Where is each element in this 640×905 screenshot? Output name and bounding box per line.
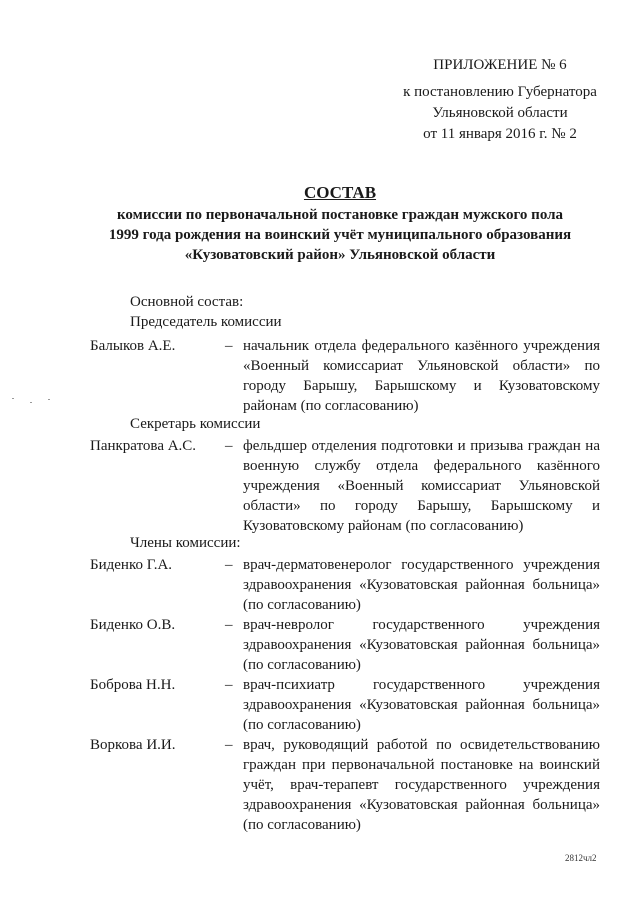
member-name: Воркова И.И. xyxy=(90,737,176,753)
title-main: СОСТАВ xyxy=(303,183,377,202)
appendix-ref-line3: от 11 января 2016 г. № 2 xyxy=(423,126,577,142)
scan-speck xyxy=(12,398,14,399)
appendix-ref-line2: Ульяновской области xyxy=(432,105,568,121)
member-description: врач-невролог государственного учреждения здравоохранения «Кузоватовская районная больница» (по согласованию) xyxy=(243,617,600,673)
dash-separator: – xyxy=(225,438,233,454)
section-secretary: Секретарь комиссии xyxy=(130,416,261,432)
title-line3: «Кузоватовский район» Ульяновской области xyxy=(184,247,496,263)
dash-separator: – xyxy=(225,617,233,633)
scan-speck xyxy=(48,399,50,400)
appendix-number: ПРИЛОЖЕНИЕ № 6 xyxy=(433,57,567,73)
member-description: фельдшер отделения подготовки и призыва граждан на военную службу отдела федерального казённого учреждения «Военный комиссариат Ульяновской области» по городу Барышу, Барышскому и Кузоватовскому районам (по согласованию) xyxy=(243,438,600,534)
member-description: врач-дерматовенеролог государственного учреждения здравоохранения «Кузоватовская районная больница» (по согласованию) xyxy=(243,557,600,613)
section-main-composition: Основной состав: xyxy=(130,294,244,310)
dash-separator: – xyxy=(225,557,233,573)
footer-document-code: 2812чл2 xyxy=(565,853,597,863)
member-name: Панкратова А.С. xyxy=(90,438,197,454)
member-name: Биденко Г.А. xyxy=(90,557,173,573)
member-description: врач-психиатр государственного учреждения здравоохранения «Кузоватовская районная больница» (по согласованию) xyxy=(243,677,600,733)
section-members: Члены комиссии: xyxy=(130,535,241,551)
title-line1: комиссии по первоначальной постановке граждан мужского пола xyxy=(116,207,564,223)
dash-separator: – xyxy=(225,677,233,693)
member-description: врач, руководящий работой по освидетельствованию граждан при первоначальной постановке на воинский учёт, врач-терапевт государственного учреждения здравоохранения «Кузоватовская районная больница» (по согласованию) xyxy=(243,737,600,833)
section-chairman: Председатель комиссии xyxy=(130,314,282,330)
member-description: начальник отдела федерального казённого учреждения «Военный комиссариат Ульяновской области» по городу Барышу, Барышскому и Кузоватовскому районам (по согласованию) xyxy=(243,338,600,414)
member-name: Балыков А.Е. xyxy=(90,338,176,354)
dash-separator: – xyxy=(225,338,233,354)
dash-separator: – xyxy=(225,737,233,753)
title-line2: 1999 года рождения на воинский учёт муниципального образования xyxy=(108,227,572,243)
member-name: Биденко О.В. xyxy=(90,617,176,633)
member-name: Боброва Н.Н. xyxy=(90,677,176,693)
appendix-ref-line1: к постановлению Губернатора xyxy=(403,84,597,100)
scan-speck xyxy=(30,402,32,403)
document-title xyxy=(90,183,590,265)
appendix-header xyxy=(390,55,610,145)
